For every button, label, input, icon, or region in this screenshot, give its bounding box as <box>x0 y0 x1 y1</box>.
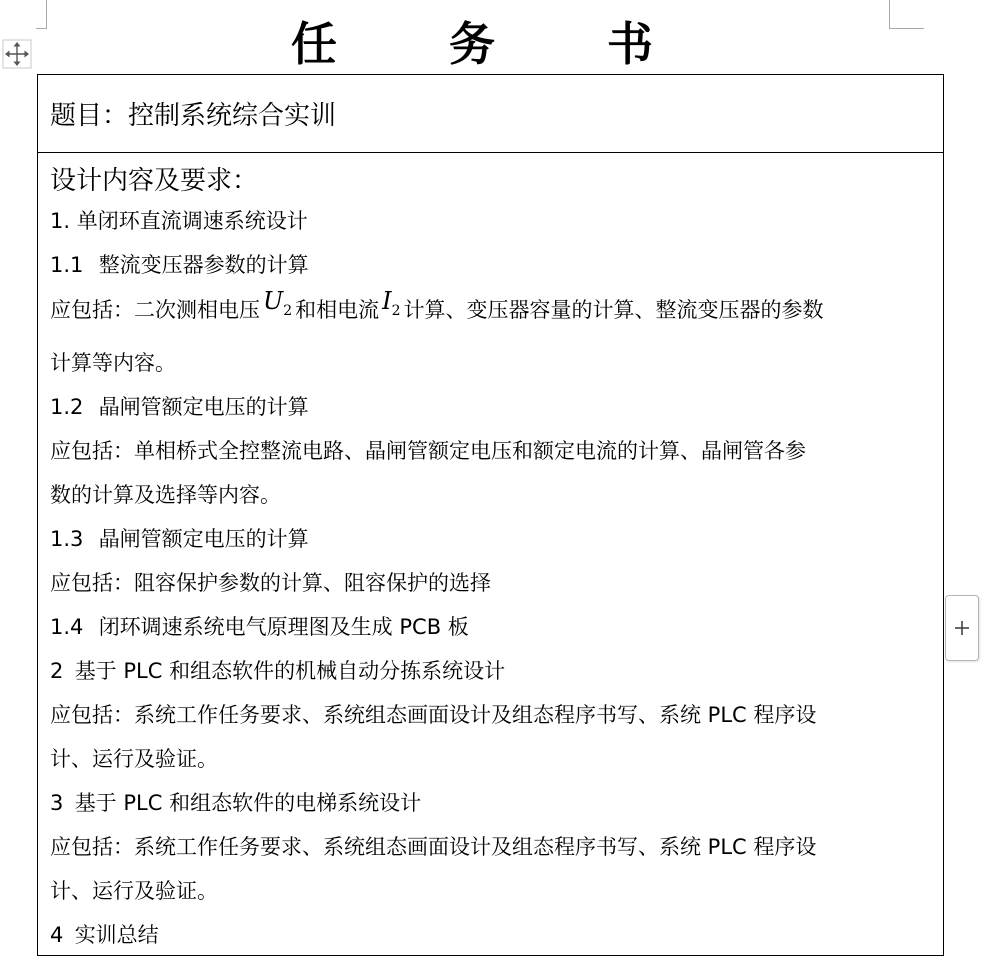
item-text: 基于 PLC 和组态软件的电梯系统设计 <box>74 790 422 815</box>
plus-icon <box>953 619 971 637</box>
content-cell[interactable] <box>38 153 943 957</box>
item-1-2-detail-line-1: 应包括：单相桥式全控整流电路、晶闸管额定电压和额定电流的计算、晶闸管各参 <box>50 438 806 463</box>
item-4 <box>50 913 933 957</box>
item-text: 整流变压器参数的计算 <box>98 253 309 277</box>
item-1-2 <box>50 385 933 429</box>
item-1-1 <box>50 243 933 287</box>
math-i2 <box>379 287 403 319</box>
item-text: 基于 PLC 和组态软件的机械自动分拣系统设计 <box>74 658 506 683</box>
math-symbol-i: I <box>382 287 392 315</box>
item-3-detail-line-2: 计、运行及验证。 <box>50 878 218 903</box>
item-text: 单闭环直流调速系统设计 <box>76 209 308 233</box>
item-2 <box>50 649 933 693</box>
item-text: 实训总结 <box>74 922 159 947</box>
item-number: 2 <box>50 658 64 683</box>
topic-text: 题目：控制系统综合实训 <box>50 101 337 131</box>
item-number: 1.1 <box>50 253 84 277</box>
item-number: 4 <box>50 922 64 947</box>
item-2-detail-line-1: 应包括：系统工作任务要求、系统组态画面设计及组态程序书写、系统 PLC 程序设 <box>50 702 817 727</box>
item-1-3-detail: 应包括：阻容保护参数的计算、阻容保护的选择 <box>50 570 491 595</box>
item-text: 闭环调速系统电气原理图及生成 PCB 板 <box>98 614 469 639</box>
item-number: 1.3 <box>50 526 84 551</box>
item-1-4 <box>50 605 933 649</box>
item-1-2-detail-line-2: 数的计算及选择等内容。 <box>50 482 281 507</box>
detail-text: 计算、变压器容量的计算、整流变压器的参数 <box>403 298 824 322</box>
math-symbol-u: U <box>263 287 284 315</box>
content-heading: 设计内容及要求： <box>50 166 259 196</box>
detail-text: 应包括：二次测相电压 <box>50 298 260 322</box>
detail-text: 和相电流 <box>295 298 380 322</box>
item-1-1-detail-line-1 <box>50 287 933 341</box>
item-number: 3 <box>50 790 64 815</box>
item-3 <box>50 781 933 825</box>
add-row-button[interactable] <box>945 595 979 661</box>
math-u2 <box>260 287 295 319</box>
item-3-detail-line-1: 应包括：系统工作任务要求、系统组态画面设计及组态程序书写、系统 PLC 程序设 <box>50 834 817 859</box>
document-title: 任 务 书 <box>290 17 702 71</box>
item-2-detail-line-2: 计、运行及验证。 <box>50 746 218 771</box>
item-text: 晶闸管额定电压的计算 <box>98 394 309 419</box>
item-number: 1.4 <box>50 614 84 639</box>
item-number: 1. <box>50 209 71 233</box>
item-number: 1.2 <box>50 394 84 419</box>
item-text: 晶闸管额定电压的计算 <box>98 526 309 551</box>
math-subscript: 2 <box>391 302 401 319</box>
math-subscript: 2 <box>283 302 293 319</box>
task-table <box>37 74 944 956</box>
topic-cell[interactable] <box>38 75 943 153</box>
item-1 <box>50 199 933 243</box>
item-1-3 <box>50 517 933 561</box>
item-1-1-detail-line-2: 计算等内容。 <box>50 350 176 375</box>
